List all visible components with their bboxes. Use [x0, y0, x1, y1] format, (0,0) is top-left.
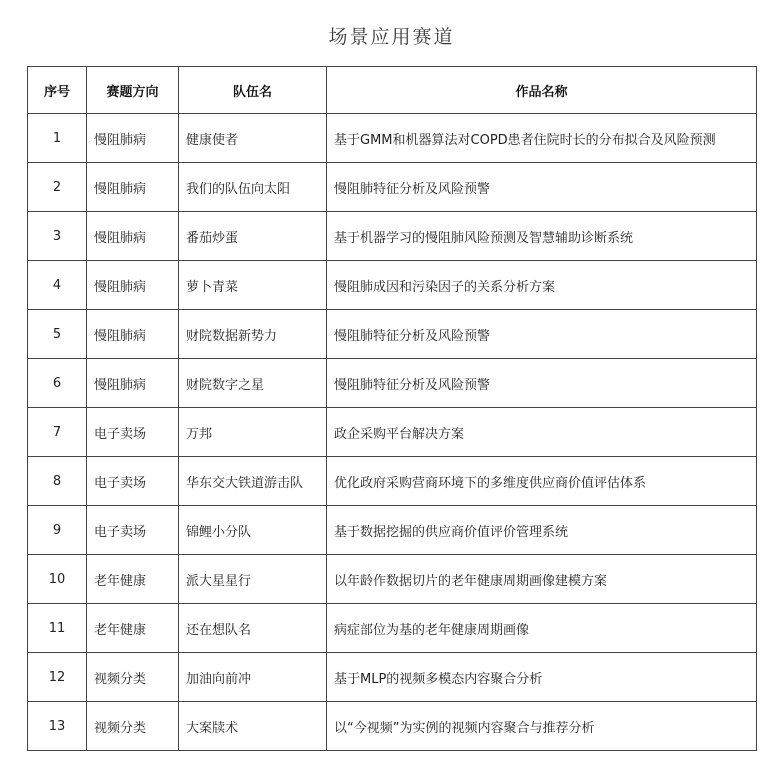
row-direction: 慢阻肺病	[87, 310, 179, 359]
row-number: 13	[28, 702, 87, 751]
row-direction: 慢阻肺病	[87, 261, 179, 310]
row-number: 8	[28, 457, 87, 506]
row-team: 加油向前冲	[179, 653, 327, 702]
header-work: 作品名称	[327, 67, 757, 114]
results-table	[27, 66, 757, 751]
row-team: 派大星星行	[179, 555, 327, 604]
row-direction: 老年健康	[87, 604, 179, 653]
header-direction: 赛题方向	[87, 67, 179, 114]
row-work: 基于数据挖掘的供应商价值评价管理系统	[327, 506, 757, 555]
row-team: 萝卜青菜	[179, 261, 327, 310]
row-team: 我们的队伍向太阳	[179, 163, 327, 212]
row-direction: 电子卖场	[87, 457, 179, 506]
row-work: 以“今视频”为实例的视频内容聚合与推荐分析	[327, 702, 757, 751]
row-work: 以年龄作数据切片的老年健康周期画像建模方案	[327, 555, 757, 604]
row-work: 基于MLP的视频多模态内容聚合分析	[327, 653, 757, 702]
row-direction: 慢阻肺病	[87, 163, 179, 212]
header-number: 序号	[28, 67, 87, 114]
row-direction: 视频分类	[87, 653, 179, 702]
row-work: 基于机器学习的慢阻肺风险预测及智慧辅助诊断系统	[327, 212, 757, 261]
row-work: 慢阻肺特征分析及风险预警	[327, 163, 757, 212]
row-team: 番茄炒蛋	[179, 212, 327, 261]
table-row	[28, 163, 757, 212]
row-number: 3	[28, 212, 87, 261]
row-number: 6	[28, 359, 87, 408]
row-team: 还在想队名	[179, 604, 327, 653]
row-work: 优化政府采购营商环境下的多维度供应商价值评估体系	[327, 457, 757, 506]
row-number: 4	[28, 261, 87, 310]
row-number: 7	[28, 408, 87, 457]
table-row	[28, 653, 757, 702]
table-row	[28, 604, 757, 653]
header-team: 队伍名	[179, 67, 327, 114]
row-number: 1	[28, 114, 87, 163]
row-work: 病症部位为基的老年健康周期画像	[327, 604, 757, 653]
table-row	[28, 212, 757, 261]
row-team: 财院数字之星	[179, 359, 327, 408]
header-row	[28, 67, 757, 114]
row-direction: 慢阻肺病	[87, 359, 179, 408]
table-row	[28, 114, 757, 163]
row-work: 慢阻肺特征分析及风险预警	[327, 359, 757, 408]
table-row	[28, 702, 757, 751]
row-team: 华东交大铁道游击队	[179, 457, 327, 506]
table-row	[28, 408, 757, 457]
row-work: 慢阻肺成因和污染因子的关系分析方案	[327, 261, 757, 310]
row-direction: 电子卖场	[87, 506, 179, 555]
row-work: 政企采购平台解决方案	[327, 408, 757, 457]
row-number: 12	[28, 653, 87, 702]
table-row	[28, 310, 757, 359]
row-direction: 慢阻肺病	[87, 114, 179, 163]
row-team: 大案牍术	[179, 702, 327, 751]
row-number: 11	[28, 604, 87, 653]
row-direction: 视频分类	[87, 702, 179, 751]
row-number: 2	[28, 163, 87, 212]
table-row	[28, 261, 757, 310]
table-row	[28, 506, 757, 555]
row-team: 锦鲤小分队	[179, 506, 327, 555]
row-work: 基于GMM和机器算法对COPD患者住院时长的分布拟合及风险预测	[327, 114, 757, 163]
page-title: 场景应用赛道	[328, 26, 455, 48]
row-number: 10	[28, 555, 87, 604]
row-team: 健康使者	[179, 114, 327, 163]
row-direction: 电子卖场	[87, 408, 179, 457]
row-work: 慢阻肺特征分析及风险预警	[327, 310, 757, 359]
row-number: 5	[28, 310, 87, 359]
row-team: 财院数据新势力	[179, 310, 327, 359]
row-direction: 慢阻肺病	[87, 212, 179, 261]
table-row	[28, 359, 757, 408]
row-number: 9	[28, 506, 87, 555]
row-direction: 老年健康	[87, 555, 179, 604]
row-team: 万邦	[179, 408, 327, 457]
table-row	[28, 457, 757, 506]
table-row	[28, 555, 757, 604]
